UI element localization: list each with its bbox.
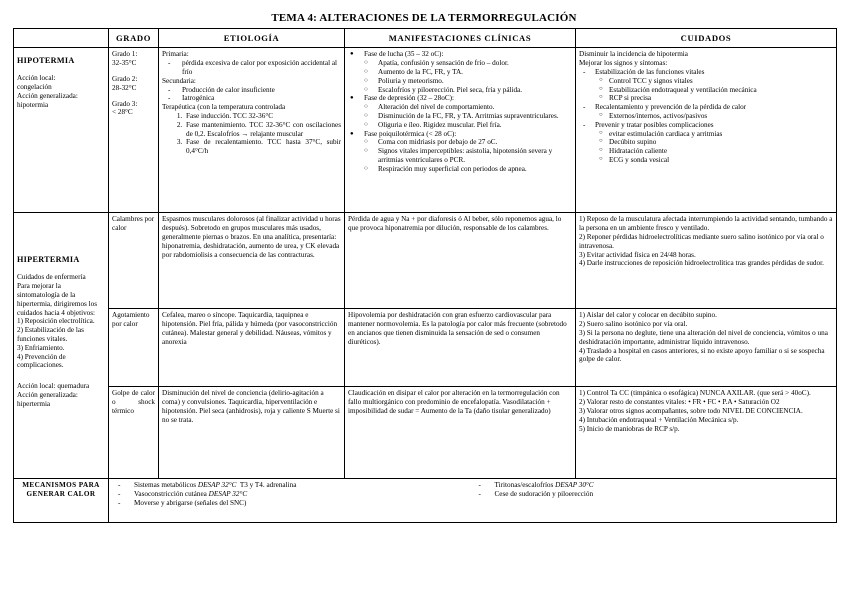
hipotermia-title: HIPOTERMIA <box>17 56 75 66</box>
fase-heading: ● Fase de lucha (35 – 32 oC): <box>348 50 572 59</box>
cuidado-item: ○ Externos/internos, activos/pasivos <box>579 112 833 121</box>
manifestaciones-golpe: Claudicación en disipar el calor por alteración en la termorregulación con fallo multiorgánico con predominio de encefalopatía. Vasodilatación + imposibilidad de sudar = Aumento de la Ta (daño tisular generalizado) <box>345 387 576 479</box>
hipertermia-desc: Para mejorar la sintomatología de la hipertermia, dirigiremos los cuidados hacia 4 objetivos: <box>17 282 98 317</box>
manifestacion-item: ○ Signos vitales imperceptibles: asistolia, hipotensión severa y arritmias ventriculares o PCR. <box>348 147 572 165</box>
cuidado-item: ○ evitar estimulación cardiaca y arritmias <box>579 130 833 139</box>
etiologia-terapeutica-label: Terapéutica (con la temperatura controlada <box>162 103 286 112</box>
cuidado-item: ○ Estabilización endotraqueal y ventilación mecánica <box>579 86 833 95</box>
etiologia-calambres: Espasmos musculares dolorosos (al finalizar actividad u horas después). Sobretodo en grupos musculares más usados, generalmente piernas o brazos. En una analítica, presentaría: hiponatremia, deshidratación, aumento de urea, y CK elevada por rabdomiolisis a consecuencia de las contracturas. <box>159 213 345 309</box>
hipertermia-row-agotamiento <box>14 309 837 387</box>
mecanismo-text: Moverse y abrigarse (señales del SNC) <box>134 499 247 508</box>
hipotermia-cuidados-cell <box>576 48 837 213</box>
mecanismos-title: MECANISMOS PARA GENERAR CALOR <box>14 479 109 523</box>
hipotermia-etiologia-cell <box>159 48 345 213</box>
cuidado-item: 2) Reponer pérdidas hidroelectrolíticas mediante suero salino isotónico por vía oral o intravenosa. <box>579 233 824 250</box>
hipertermia-row-calambres <box>14 213 837 309</box>
mecanismo-text: Tiritonas/escalofríos <box>494 481 556 490</box>
cuidado-item: Mejorar los signos y síntomas: <box>579 59 668 68</box>
cuidado-item: 1) Control Ta CC (timpánica o esofágica) NUNCA AXILAR. (que será > 40oC). <box>579 389 811 398</box>
hipertermia-desc: Cuidados de enfermería <box>17 273 86 282</box>
grado-item <box>112 75 155 93</box>
cuidado-item: Disminuir la incidencia de hipotermia <box>579 50 688 59</box>
cuidado-item: 2) Valorar resto de constantes vitales: • FR • FC • P.A • Saturación O2 <box>579 398 780 407</box>
etiologia-golpe: Disminución del nivel de conciencia (delirio-agitación a coma) y convulsiones. Taquicardia, hiperventilación e hipotensión. Piel seca (anhidrosis), roja y caliente S Muerte si no se trata. <box>159 387 345 479</box>
mecanismo-desap: DESAP 32°C <box>208 490 248 499</box>
manifestaciones-calambres: Pérdida de agua y Na + por diaforesis ó Al beber, sólo reponemos agua, lo que provoca hiponatremia por dilución, responsable de los calambres. <box>345 213 576 309</box>
grado-calambres: Calambres por calor <box>109 213 159 309</box>
hipertermia-row-golpe <box>14 387 837 479</box>
cuidado-item: - Recalentamiento y prevención de la pérdida de calor <box>579 103 833 112</box>
etiologia-primaria-label: Primaria: <box>162 50 189 59</box>
hipotermia-grado-cell <box>109 48 159 213</box>
hipotermia-label-cell <box>14 48 109 213</box>
mecanismo-item <box>473 490 834 499</box>
grado-label: Grado 2: <box>112 75 138 84</box>
cuidado-item: 2) Suero salino isotónico por vía oral. <box>579 320 688 329</box>
cuidado-item: - Prevenir y tratar posibles complicaciones <box>579 121 833 130</box>
mecanismo-item <box>112 481 473 490</box>
mecanismos-content <box>109 479 837 523</box>
cuidados-agotamiento <box>576 309 837 387</box>
fase-item: 2. Fase mantenimiento. TCC 32-36°C con oscilaciones de 0,2. Escalofríos → relajante muscular <box>184 121 341 139</box>
hipertermia-desc: Acción generalizada: hipertermia <box>17 390 78 408</box>
mecanismo-desap: DESAP 30°C <box>555 481 594 490</box>
hipertermia-desc: Acción local: quemadura <box>17 382 90 391</box>
manifestacion-item: ○ Disminución de la FC, FR, y TA. Arritmias supraventriculares. <box>348 112 572 121</box>
hipotermia-manifestaciones-cell <box>345 48 576 213</box>
mecanismo-item <box>473 481 834 490</box>
grado-range: 32-35°C <box>112 59 137 68</box>
page-title: TEMA 4: ALTERACIONES DE LA TERMORREGULACIÓN <box>271 12 577 24</box>
header-manifestaciones: MANIFESTACIONES CLÍNICAS <box>345 29 576 48</box>
mecanismos-row <box>14 479 837 523</box>
grado-range: 28-32°C <box>112 83 137 92</box>
cuidado-item: 4) Darle instrucciones de reposición hidroelectrolítica tras grandes pérdidas de sudor. <box>579 259 824 268</box>
mecanismo-item <box>112 499 473 508</box>
hipertermia-title: HIPERTERMIA <box>17 255 80 265</box>
header-empty-cell <box>14 29 109 48</box>
fase-item: 3. Fase de recalentamiento. TCC hasta 37°C, subir 0,4°C/h <box>184 138 341 156</box>
manifestacion-item: ○ Oliguria e íleo. Rigidez muscular. Piel fría. <box>348 121 572 130</box>
objetivo-item: 4) Prevención de complicaciones. <box>17 352 66 370</box>
hipotermia-row <box>14 48 837 213</box>
grado-label: Grado 3: <box>112 99 138 108</box>
hipotermia-desc-line: Acción generalizada: <box>17 92 78 101</box>
mecanismo-text: Vasoconstricción cutánea <box>134 490 209 499</box>
manifestaciones-agotamiento: Hipovolemia por deshidratación con gran esfuerzo cardiovascular para mantener normovolemia. Es la patología por calor más frecuente (sobretodo en ancianos que tienen disminuida la sensación de sed o consumen diuréticos). <box>345 309 576 387</box>
manifestacion-item: ○ Respiración muy superficial con periodos de apnea. <box>348 165 572 174</box>
mecanismo-text: Sistemas metabólicos <box>134 481 198 490</box>
etiologia-item: - Iatrogénica <box>162 94 341 103</box>
manifestacion-item: ○ Aumento de la FC, FR, y TA. <box>348 68 572 77</box>
etiologia-agotamiento: Cefalea, mareo o síncope. Taquicardia, taquipnea e hipotensión. Piel fría, pálida y húmeda (por vasoconstricción cutánea). Malestar general y debilidad. Náuseas, vómitos y anorexia <box>159 309 345 387</box>
objetivo-item: 2) Estabilización de las funciones vitales. <box>17 326 84 343</box>
cuidado-item: ○ Hidratación caliente <box>579 147 833 156</box>
cuidado-item: 1) Reposo de la musculatura afectada interrumpiendo la actividad sentando, tumbando a la persona en un ambiente fresco y ventilado. <box>579 215 833 233</box>
cuidados-calambres <box>576 213 837 309</box>
cuidado-item: 3) Evitar actividad física en 24/48 horas. <box>579 250 696 259</box>
mecanismo-desap: DESAP 32°C <box>197 481 237 490</box>
cuidado-item: ○ Decúbito supino <box>579 138 833 147</box>
manifestacion-item: ○ Alteración del nivel de comportamiento. <box>348 103 572 112</box>
cuidado-item: 3) Valorar otros signos acompañantes, sobre todo NIVEL DE CONCIENCIA. <box>579 407 803 416</box>
etiologia-secundaria-label: Secundaria: <box>162 76 196 85</box>
cuidados-golpe <box>576 387 837 479</box>
cuidado-item: ○ RCP si precisa <box>579 94 833 103</box>
manifestacion-item: ○ Apatía, confusión y sensación de frío – dolor. <box>348 59 572 68</box>
fase-item: 1. Fase inducción. TCC 32-36°C <box>184 112 341 121</box>
cuidado-item: 4) Traslado a hospital en casos anteriores, si no existe apoyo familiar o si se sospecha golpe de calor. <box>579 346 825 364</box>
grado-item <box>112 50 155 68</box>
cuidado-item: ○ ECG y sonda vesical <box>579 156 833 165</box>
cuidado-item: ○ Control TCC y signos vitales <box>579 77 833 86</box>
mecanismo-text: Cese de sudoración y piloerección <box>494 490 594 499</box>
header-cuidados: CUIDADOS <box>576 29 837 48</box>
hipotermia-desc-line: congelación <box>17 83 52 92</box>
hipotermia-desc-line: Acción local: <box>17 74 56 83</box>
cuidado-item: 1) Aislar del calor y colocar en decúbito supino. <box>579 311 717 320</box>
thermoregulation-table <box>13 28 837 523</box>
etiologia-item: - pérdida excesiva de calor por exposición accidental al frío <box>162 59 341 77</box>
hipotermia-desc-line: hipotermia <box>17 100 49 109</box>
mecanismo-extra: T3 y T4. adrenalina <box>236 481 297 490</box>
mecanismo-item <box>112 490 473 499</box>
manifestacion-item: ○ Escalofríos y piloerección. Piel seca, fría y pálida. <box>348 86 572 95</box>
grado-label: Grado 1: <box>112 50 138 59</box>
grado-agotamiento: Agotamiento por calor <box>109 309 159 387</box>
cuidado-item: 5) Inicio de maniobras de RCP s/p. <box>579 424 680 433</box>
grado-golpe: Golpe de calor o shock térmico <box>109 387 159 479</box>
header-grado: GRADO <box>109 29 159 48</box>
grado-item <box>112 100 155 118</box>
hipertermia-label-cell <box>14 213 109 479</box>
fase-heading: ● Fase de depresión (32 – 28oC): <box>348 94 572 103</box>
manifestacion-item: ○ Poliuria y meteorismo. <box>348 77 572 86</box>
objetivo-item: 3) Enfriamiento. <box>17 343 65 352</box>
cuidado-item: - Estabilización de las funciones vitales <box>579 68 833 77</box>
cuidado-item: 4) Intubación endotraqueal + Ventilación Mecánica s/p. <box>579 415 739 424</box>
etiologia-item: - Producción de calor insuficiente <box>162 86 341 95</box>
cuidado-item: 3) Si la persona no deglute, tiene una alteración del nivel de conciencia, vómitos o una deshidratación importante, administrar líquido intravenoso. <box>579 329 828 346</box>
manifestacion-item: ○ Coma con midriasis por debajo de 27 oC. <box>348 138 572 147</box>
objetivo-item: 1) Reposición electrolítica. <box>17 317 95 326</box>
header-row <box>14 29 837 48</box>
fase-heading: ● Fase poiquilotérmica (< 28 oC): <box>348 130 572 139</box>
header-etiologia: ETIOLOGÍA <box>159 29 345 48</box>
grado-range: < 28°C <box>112 108 133 117</box>
